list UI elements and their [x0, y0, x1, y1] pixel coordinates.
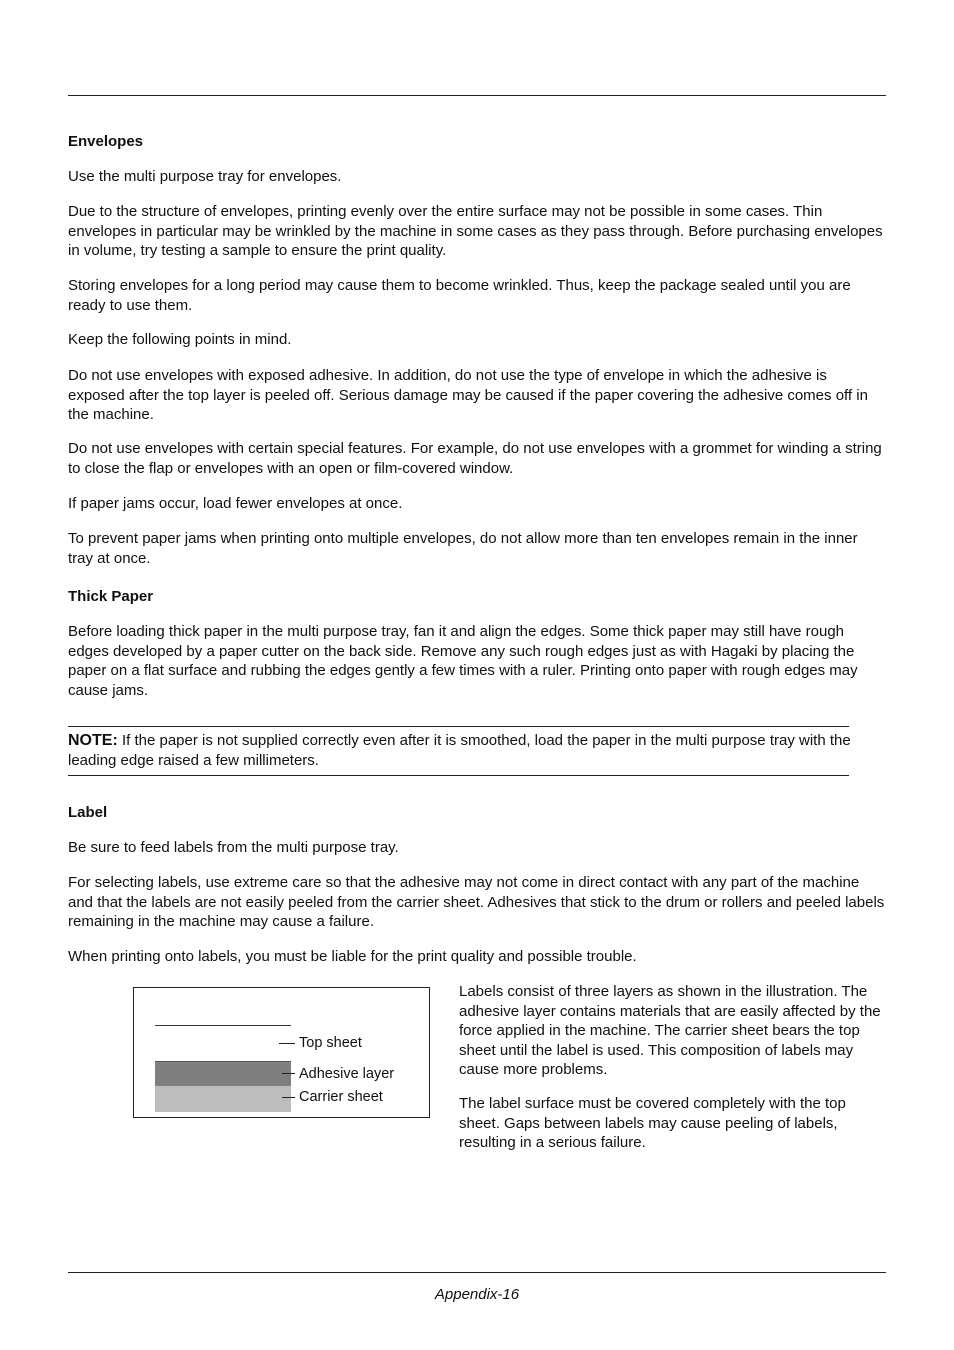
note-text: [68, 731, 886, 770]
label-side-paragraph: The label surface must be covered completely with the top sheet. Gaps between labels may cause peeling of labels, resulting in a serious failure.: [459, 1095, 846, 1151]
label-paragraph: For selecting labels, use extreme care so that the adhesive may not come in direct contact with any part of the machine and that the labels are not easily peeled from the carrier sheet. Adhesives that stick to the drum or rollers and peeled labels remaining in the machine may cause a failure.: [68, 874, 885, 930]
label-paragraph: Be sure to feed labels from the multi purpose tray.: [68, 839, 399, 856]
carrier-sheet-layer: [155, 1086, 291, 1112]
adhesive-layer-leader-line: [282, 1073, 295, 1074]
envelopes-paragraph: Keep the following points in mind.: [68, 331, 292, 348]
section-heading-label: Label: [68, 804, 108, 821]
section-heading-envelopes: Envelopes: [68, 133, 144, 150]
carrier-sheet-leader-line: [282, 1097, 295, 1098]
thick-paper-paragraph: Before loading thick paper in the multi purpose tray, fan it and align the edges. Some thick paper may still have rough edges developed by a paper cutter on the back side. Remove any such rough edges just as with Hagaki by placing the paper on a flat surface and rubbing the edges gently a few times with a ruler. Printing onto paper with rough edges may cause jams.: [68, 623, 858, 699]
envelopes-paragraph: Use the multi purpose tray for envelopes.: [68, 168, 342, 185]
envelopes-paragraph: Do not use envelopes with exposed adhesive. In addition, do not use the type of envelope in which the adhesive is exposed after the top layer is peeled off. Serious damage may be caused if the paper covering the adhesive comes off in the machine.: [68, 367, 868, 423]
label-layers-diagram: [133, 987, 430, 1118]
envelopes-paragraph: Due to the structure of envelopes, printing evenly over the entire surface may not be possible in some cases. Thin envelopes in particular may be wrinkled by the machine in some cases as they pass through. Before purchasing envelopes in volume, try testing a sample to ensure the print quality.: [68, 203, 883, 259]
note-top-rule: [68, 726, 849, 727]
top-sheet-label: Top sheet: [299, 1035, 362, 1051]
envelopes-paragraph: Do not use envelopes with certain special features. For example, do not use envelopes with a grommet for winding a string to close the flap or envelopes with an open or film-covered window.: [68, 440, 882, 477]
envelopes-paragraph: Storing envelopes for a long period may cause them to become wrinkled. Thus, keep the package sealed until you are ready to use them.: [68, 277, 851, 314]
page-number: Appendix-16: [434, 1286, 520, 1303]
note-bottom-rule: [68, 775, 849, 776]
section-heading-thick-paper: Thick Paper: [68, 588, 154, 605]
adhesive-layer: [155, 1061, 291, 1086]
note-label: NOTE:: [68, 732, 118, 749]
header-rule: [68, 95, 886, 96]
label-side-paragraph: Labels consist of three layers as shown in the illustration. The adhesive layer contains materials that are easily affected by the force applied in the machine. The carrier sheet bears the top sheet until the label is used. This composition of labels may cause more problems.: [459, 983, 881, 1078]
top-sheet-layer: [155, 1025, 291, 1026]
adhesive-layer-label: Adhesive layer: [299, 1066, 395, 1082]
footer-rule: [68, 1272, 886, 1273]
top-sheet-leader-line: [279, 1043, 295, 1044]
envelopes-paragraph: To prevent paper jams when printing onto multiple envelopes, do not allow more than ten envelopes remain in the inner tray at once.: [68, 530, 858, 567]
carrier-sheet-label: Carrier sheet: [299, 1089, 383, 1105]
envelopes-paragraph: If paper jams occur, load fewer envelopes at once.: [68, 495, 403, 512]
label-paragraph: When printing onto labels, you must be liable for the print quality and possible trouble.: [68, 948, 637, 965]
note-body: If the paper is not supplied correctly even after it is smoothed, load the paper in the multi purpose tray with the leading edge raised a few millimeters.: [68, 732, 851, 769]
